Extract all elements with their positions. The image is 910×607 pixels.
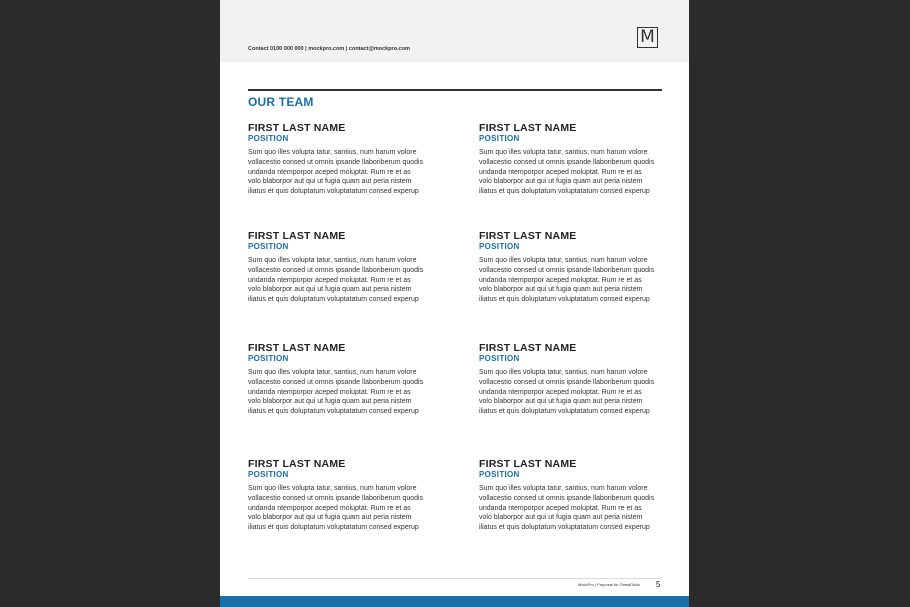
top-divider	[248, 89, 662, 91]
footer-band	[220, 596, 689, 607]
member-bio: Sum quo illes volupta tatur, santius, num harum volore vollacestio consed ut omnis ipsande llaboriberum quodis undanda ntemporpor aceped moluptat. Rum re et as volo blaborpor aut qui ut fugia quam aut peria nistem iliatus et quis doluptatum voluptatatum consed experup	[248, 485, 424, 532]
member-name: FIRST LAST NAME	[479, 458, 577, 470]
team-member-card	[248, 458, 443, 533]
team-member-card	[479, 458, 674, 533]
page-header	[220, 0, 689, 62]
member-position: POSITION	[479, 354, 520, 363]
member-name: FIRST LAST NAME	[248, 342, 346, 354]
member-bio: Sum quo illes volupta tatur, santius, num harum volore vollacestio consed ut omnis ipsande llaboriberum quodis undanda ntemporpor aceped moluptat. Rum re et as volo blaborpor aut qui ut fugia quam aut peria nistem iliatus et quis doluptatum voluptatatum consed experup	[248, 369, 424, 416]
member-name: FIRST LAST NAME	[479, 122, 577, 134]
footer-text: MockPro | Proposal for OwedOdds	[578, 582, 640, 587]
member-name: FIRST LAST NAME	[248, 458, 346, 470]
member-name: FIRST LAST NAME	[479, 230, 577, 242]
member-position: POSITION	[479, 134, 520, 143]
contact-line: Contact 0100 000 000 | mockpro.com | contact@mockpro.com	[248, 46, 410, 52]
team-member-card	[479, 230, 674, 305]
member-bio: Sum quo illes volupta tatur, santius, num harum volore vollacestio consed ut omnis ipsande llaboriberum quodis undanda ntemporpor aceped moluptat. Rum re et as volo blaborpor aut qui ut fugia quam aut peria nistem iliatus et quis doluptatum voluptatatum consed experup	[479, 149, 655, 196]
document-page	[220, 0, 689, 607]
team-member-card	[479, 122, 674, 197]
team-member-card	[479, 342, 674, 417]
page-number: 5	[656, 580, 661, 589]
logo-icon: M	[637, 27, 658, 48]
member-bio: Sum quo illes volupta tatur, santius, num harum volore vollacestio consed ut omnis ipsande llaboriberum quodis undanda ntemporpor aceped moluptat. Rum re et as volo blaborpor aut qui ut fugia quam aut peria nistem iliatus et quis doluptatum voluptatatum consed experup	[248, 149, 424, 196]
member-bio: Sum quo illes volupta tatur, santius, num harum volore vollacestio consed ut omnis ipsande llaboriberum quodis undanda ntemporpor aceped moluptat. Rum re et as volo blaborpor aut qui ut fugia quam aut peria nistem iliatus et quis doluptatum voluptatatum consed experup	[479, 369, 655, 416]
member-bio: Sum quo illes volupta tatur, santius, num harum volore vollacestio consed ut omnis ipsande llaboriberum quodis undanda ntemporpor aceped moluptat. Rum re et as volo blaborpor aut qui ut fugia quam aut peria nistem iliatus et quis doluptatum voluptatatum consed experup	[248, 257, 424, 304]
team-member-card	[248, 122, 443, 197]
member-position: POSITION	[248, 470, 289, 479]
member-bio: Sum quo illes volupta tatur, santius, num harum volore vollacestio consed ut omnis ipsande llaboriberum quodis undanda ntemporpor aceped moluptat. Rum re et as volo blaborpor aut qui ut fugia quam aut peria nistem iliatus et quis doluptatum voluptatatum consed experup	[479, 257, 655, 304]
member-name: FIRST LAST NAME	[248, 122, 346, 134]
member-position: POSITION	[479, 470, 520, 479]
member-name: FIRST LAST NAME	[479, 342, 577, 354]
team-member-card	[248, 230, 443, 305]
footer-divider	[248, 578, 662, 579]
member-position: POSITION	[479, 242, 520, 251]
member-name: FIRST LAST NAME	[248, 230, 346, 242]
section-title: OUR TEAM	[248, 95, 314, 109]
member-position: POSITION	[248, 134, 289, 143]
member-position: POSITION	[248, 242, 289, 251]
team-member-card	[248, 342, 443, 417]
member-position: POSITION	[248, 354, 289, 363]
member-bio: Sum quo illes volupta tatur, santius, num harum volore vollacestio consed ut omnis ipsande llaboriberum quodis undanda ntemporpor aceped moluptat. Rum re et as volo blaborpor aut qui ut fugia quam aut peria nistem iliatus et quis doluptatum voluptatatum consed experup	[479, 485, 655, 532]
